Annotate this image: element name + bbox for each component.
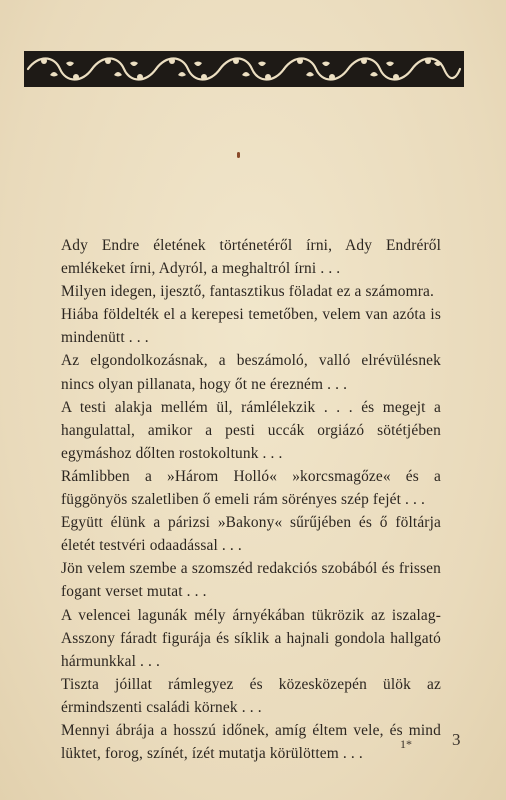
ink-speck xyxy=(237,152,240,158)
paragraph-9: A velencei lagunák mély árnyékában tükrözik az iszalag-Asszony fáradt figurája és síklik a hajnali gondola hallgató hármunkkal . . . xyxy=(61,606,441,670)
paragraph-5: A testi alakja mellém ül, rámlélekzik . . . és megejt a hangulattal, amikor a pesti uccák orgiázó sötétjében egymáshoz dőlten rostokoltunk . . . xyxy=(61,398,441,462)
floral-border-ornament-icon xyxy=(24,51,464,87)
paragraph-11: Mennyi ábrája a hosszú időnek, amíg éltem vele, és mind lüktet, forog, színét, ízét mutatja körülöttem . . . xyxy=(61,721,441,763)
signature-mark: 1* xyxy=(400,737,412,751)
paragraph-8: Jön velem szembe a szomszéd redakciós szobából és frissen fogant verset mutat . . . xyxy=(61,560,441,601)
paragraph-2: Milyen idegen, ijesztő, fantasztikus föladat ez a számomra. xyxy=(61,283,434,301)
paragraph-7: Együtt élünk a párizsi »Bakony« sűrűjében és ő föltárja életét testvéri odaadással . . . xyxy=(61,514,441,555)
paragraph-3: Hiába földelték el a kerepesi temetőben, velem van azóta is mindenütt . . . xyxy=(61,306,441,347)
paragraph-10: Tiszta jóillat rámlegyez és közesközepén ülök az érmindszenti családi körnek . . . xyxy=(61,675,441,716)
paragraph-6: Rámlibben a »Három Holló« »korcsmagőze« és a függönyös szaletliben ő emeli rám sörényes szép fejét . . . xyxy=(61,467,441,509)
body-text xyxy=(61,234,441,765)
page-number: 3 xyxy=(452,730,461,749)
paragraph-4: Az elgondolkozásnak, a beszámoló, valló elrévülésnek nincs olyan pillanata, hogy őt ne érezném . . . xyxy=(61,352,441,393)
paragraph-1: Ady Endre életének történetéről írni, Ady Endréről emlékeket írni, Adyról, a meghaltról írni . . . xyxy=(61,237,441,278)
